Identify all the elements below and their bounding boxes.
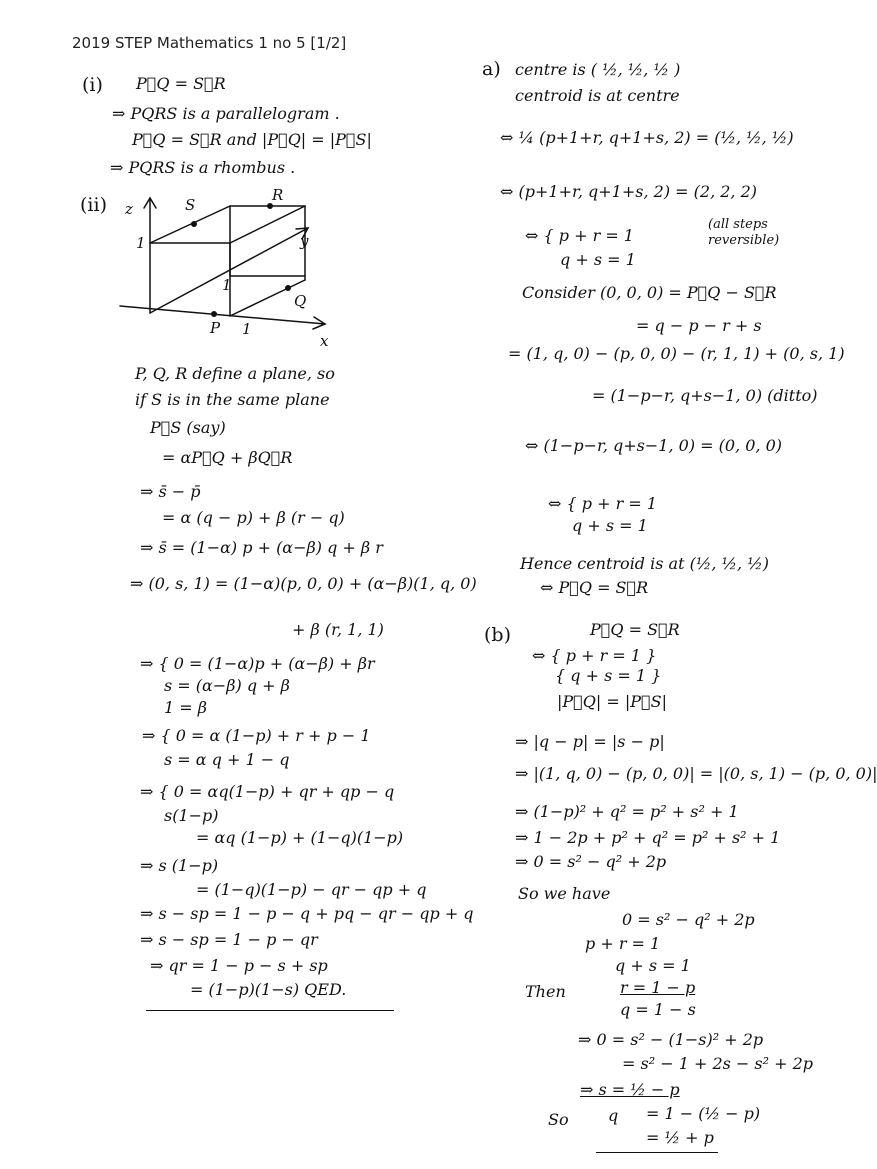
left-line: ⇒ s̄ − p̄ [140,482,201,501]
right-line: So [548,1110,569,1129]
label-p: P [210,319,221,337]
point-s [191,221,197,227]
right-line: r = 1 − p [620,978,696,997]
left-line: P⃗Q = S⃗R and |P⃗Q| = |P⃗S| [132,130,372,149]
right-line: ⇒ |(1, q, 0) − (p, 0, 0)| = |(0, s, 1) − (p, 0, 0)| [515,764,877,783]
right-line: = (1−p−r, q+s−1, 0) (ditto) [592,386,818,405]
left-line: if S is in the same plane [135,390,330,409]
right-note: reversible) [708,233,780,248]
right-line: q + s = 1 [615,956,691,975]
label-x: x [320,332,329,350]
right-line: ⇒ |q − p| = |s − p| [515,732,665,751]
label-1-z: 1 [136,234,146,252]
right-line: ⇔ { p + r = 1 [525,226,634,245]
right-line: P⃗Q = S⃗R [590,620,680,639]
right-line: ⇒ s = ½ − p [580,1080,680,1099]
part-a-label: a) [482,58,501,80]
left-line: = (1−q)(1−p) − qr − qp + q [196,880,427,899]
right-line: centroid is at centre [515,86,680,105]
left-line: = α (q − p) + β (r − q) [162,508,345,527]
left-line: ⇒ { 0 = αq(1−p) + qr + qp − q [140,782,395,801]
cube-edge [230,206,305,243]
left-line: P, Q, R define a plane, so [135,364,335,383]
label-y: y [300,232,309,250]
right-line: ⇒ 0 = s² − (1−s)² + 2p [578,1030,764,1049]
right-line: p + r = 1 [585,934,661,953]
left-line: ⇒ qr = 1 − p − s + sp [150,956,328,975]
label-s: S [185,196,196,214]
part-i-label: (i) [82,74,103,96]
right-line: |P⃗Q| = |P⃗S| [557,692,667,711]
left-line: + β (r, 1, 1) [292,620,384,639]
left-line: s(1−p) [164,806,219,825]
right-line: Consider (0, 0, 0) = P⃗Q − S⃗R [522,283,777,302]
left-line: ⇒ PQRS is a parallelogram . [112,104,340,123]
right-line: ⇔ { p + r = 1 [548,494,657,513]
left-line: ⇒ { 0 = α (1−p) + r + p − 1 [142,726,371,745]
left-line: = αP⃗Q + βQ⃗R [162,448,293,467]
left-line: P⃗Q = S⃗R [136,74,226,93]
left-line: ⇒ (0, s, 1) = (1−α)(p, 0, 0) + (α−β)(1, q, 0) [130,574,477,593]
right-line: q = 1 − s [620,1000,696,1019]
right-line: = q − p − r + s [636,316,762,335]
right-line: q + s = 1 [572,516,648,535]
part-b-label: (b) [484,624,511,646]
right-line: Hence centroid is at (½, ½, ½) [520,554,769,573]
left-line: 1 = β [164,698,208,717]
left-line: ⇒ s̄ = (1−α) p + (α−β) q + β r [140,538,383,557]
part-ii-label: (ii) [80,194,107,216]
left-line: ⇒ { 0 = (1−α)p + (α−β) + βr [140,654,375,673]
right-line: Then [525,982,566,1001]
left-line: ⇒ s − sp = 1 − p − q + pq − qr − qp + q [140,904,474,923]
left-line: = (1−p)(1−s) QED. [190,980,347,999]
right-line: ⇔ (p+1+r, q+1+s, 2) = (2, 2, 2) [500,182,758,201]
right-line: = (1, q, 0) − (p, 0, 0) − (r, 1, 1) + (0, s, 1) [508,344,845,363]
right-line: { q + s = 1 } [555,666,662,685]
right-line: ⇒ 1 − 2p + p² + q² = p² + s² + 1 [515,828,781,847]
right-line: ⇔ { p + r = 1 } [532,646,657,665]
end-rule-left [146,1010,394,1011]
right-line: ⇔ ¼ (p+1+r, q+1+s, 2) = (½, ½, ½) [500,128,794,147]
right-line: = ½ + p [646,1128,714,1147]
label-z: z [125,200,133,218]
left-line: ⇒ PQRS is a rhombus . [110,158,296,177]
left-line: ⇒ s (1−p) [140,856,219,875]
label-1-x: 1 [242,320,252,338]
left-line: P⃗S (say) [150,418,226,437]
right-line: centre is ( ½, ½, ½ ) [515,60,681,79]
label-1-mid: 1 [222,276,232,294]
label-q: Q [294,292,307,310]
point-p [211,311,217,317]
right-line: 0 = s² − q² + 2p [622,910,755,929]
right-line: q [608,1106,619,1125]
right-note: (all steps [708,217,768,232]
right-line: = 1 − (½ − p) [646,1104,761,1123]
y-axis [150,228,308,313]
right-line: So we have [518,884,611,903]
left-line: ⇒ s − sp = 1 − p − qr [140,930,318,949]
right-line: ⇔ (1−p−r, q+s−1, 0) = (0, 0, 0) [525,436,783,455]
end-rule-right [596,1152,718,1153]
left-line: s = α q + 1 − q [164,750,290,769]
left-line: s = (α−β) q + β [164,676,290,695]
right-line: ⇒ (1−p)² + q² = p² + s² + 1 [515,802,739,821]
label-r: R [272,186,284,204]
cube-diagram [110,188,340,353]
right-line: ⇔ P⃗Q = S⃗R [540,578,649,597]
left-line: = αq (1−p) + (1−q)(1−p) [196,828,404,847]
right-line: ⇒ 0 = s² − q² + 2p [515,852,667,871]
page-header: 2019 STEP Mathematics 1 no 5 [1/2] [72,34,347,52]
right-line: q + s = 1 [560,250,636,269]
right-line: = s² − 1 + 2s − s² + 2p [622,1054,814,1073]
point-q [285,285,291,291]
